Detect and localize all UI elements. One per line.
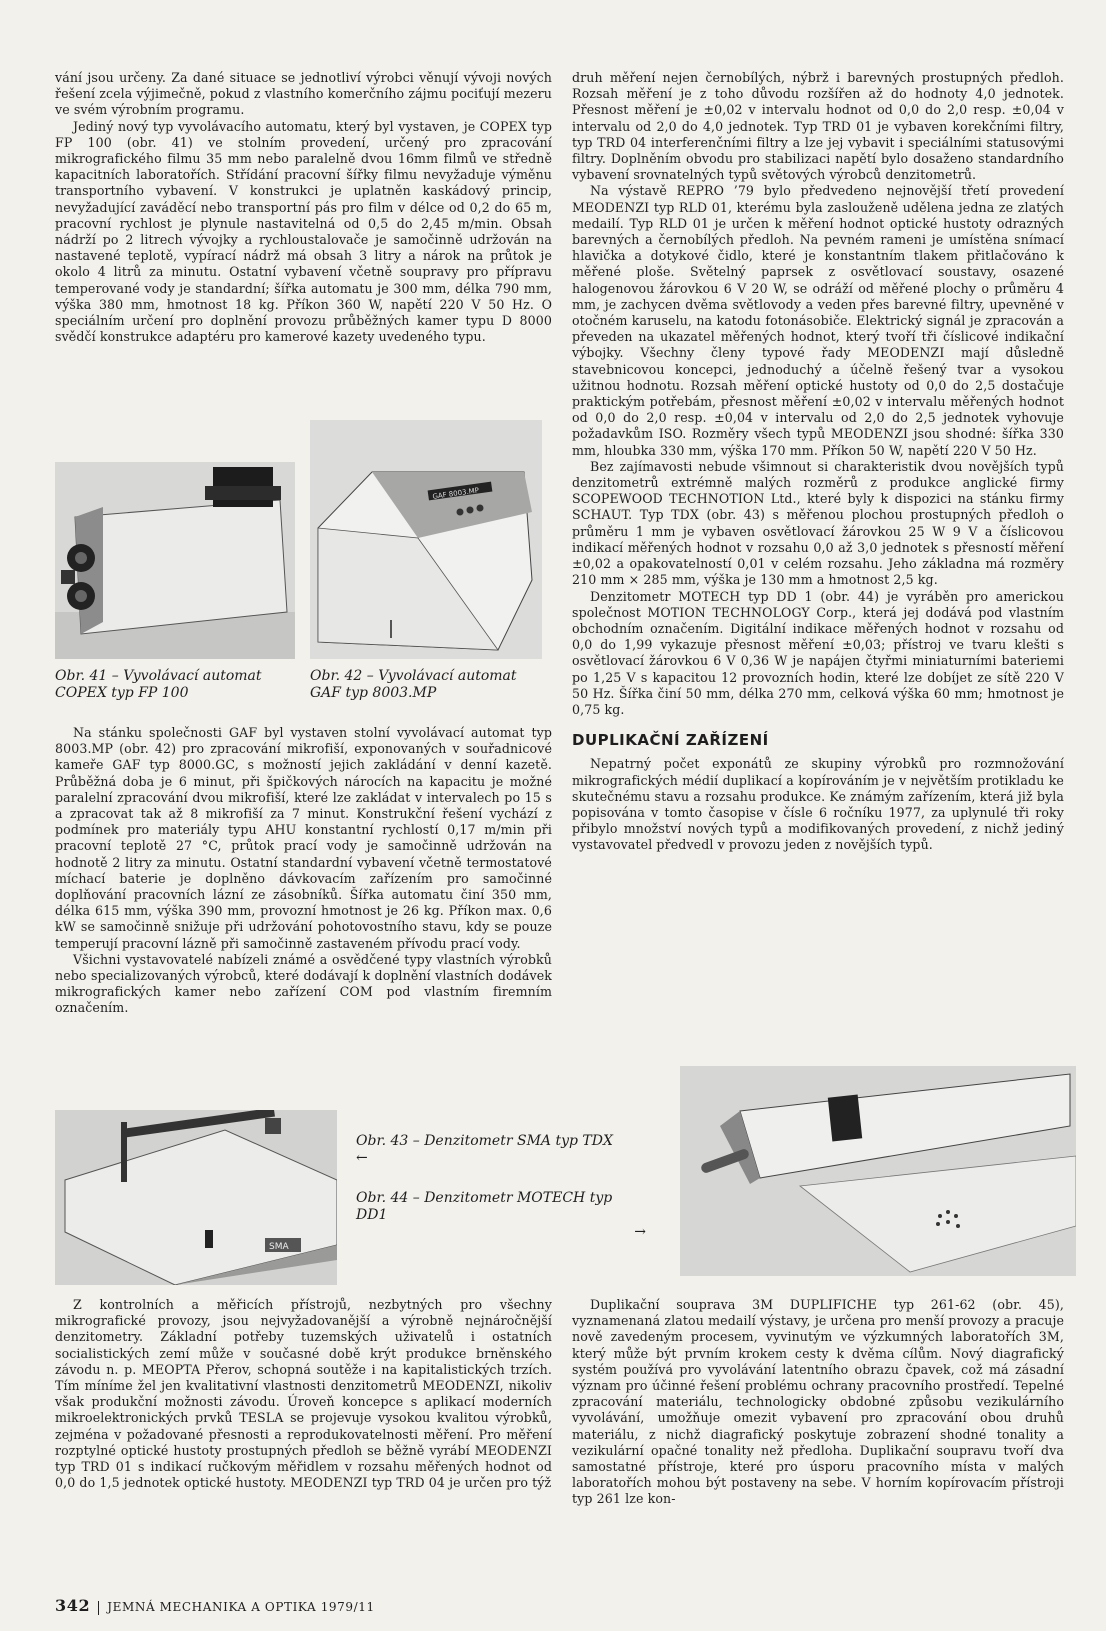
section-heading: DUPLIKAČNÍ ZAŘÍZENÍ	[572, 731, 769, 750]
caption-line: Obr. 44 – Denzitometr MOTECH typ	[356, 1190, 613, 1206]
bottom-left-column	[55, 1297, 552, 1491]
copex-illustration	[55, 462, 295, 659]
left-column-mid	[55, 725, 552, 1017]
paragraph: Bez zajímavosti nebude všimnout si charakteristik dvou novějších typů denzitometrů extrémně malých rozměrů z produkce anglické firmy SCOPEWOOD TECHNOTION Ltd., které byly k dispozici na stánku firmy SCHAUT. Typ TDX (obr. 43) s měřenou plochou prostupných předloh o průměru 1 mm je vybaven osvětlovací žárovkou 25 W 9 V a číslicovou indikací měřených hodnot v rozsahu 0,0 až 3,0 jednotek s přesností měření ±0,02 a opakovatelností 0,01 v celém rozsahu. Jeho základna má rozměry 210 mm × 285 mm, výška je 130 mm a hmotnost 2,5 kg.	[572, 458, 1064, 588]
paragraph: Z kontrolních a měřicích přístrojů, nezbytných pro všechny mikrografické provozy, jsou nejvyžadovanější a výrobně nejnáročnější denzitometry. Základní potřeby tuzemských uživatelů i ostatních socialistických zemí může v současné době krýt produkce brněnského závodu n. p. MEOPTA Přerov, schopná soutěže i na kapitalistických trzích. Tím míníme žel jen kvalitativní vlastnosti denzitometrů MEODENZI, nikoliv však produkční možnosti závodu. Úroveň koncepce s aplikací moderních mikroelektronických prvků TESLA se projevuje vysokou kvalitou výrobků, zejména v požadované přesnosti a reprodukovatelnosti měření. Pro měření rozptylné optické hustoty prostupných předloh se běžně vyrábí MEODENZI typ TRD 01 s indikací ručkovým měřidlem v rozsahu měřených hodnot od 0,0 do 1,5 jednotek optické hustoty. MEODENZI typ TRD 04 je určen pro týž	[55, 1297, 552, 1491]
paragraph: Jediný nový typ vyvolávacího automatu, který byl vystaven, je COPEX typ FP 100 (obr. 41) ve stolním provedení, určený pro zpracování mikrografického filmu 35 mm nebo paralelně dvou 16mm filmů ve středně kapacitních laboratořích. Střídání pracovní šířky filmu nevyžaduje výměnu transportního vybavení. V konstrukci je uplatněn kaskádový princip, nevyžadující zaváděcí nebo transportní pás pro film v délce od 0,2 do 65 m, pracovní rychlost je plynule nastavitelná od 0,5 do 2,45 m/min. Obsah nádrží po 2 litrech vývojky a rychloustalovače je samočinně udržován na nastavené teplotě, vypírací nádrž má obsah 3 litry a nárok na průtok je okolo 4 litrů za minutu. Ostatní vybavení včetně soupravy pro přípravu temperované vody je standardní; šířka automatu je 300 mm, délka 790 mm, výška 380 mm, hmotnost 18 kg. Příkon 360 W, napětí 220 V 50 Hz. O speciálním určení pro doplnění provozu průběžných kamer typu D 8000 svědčí konstrukce adaptéru pro kamerové kazety uvedeného typu.	[55, 118, 552, 345]
right-column	[572, 70, 1064, 854]
photo-gaf-8003mp	[310, 420, 542, 659]
paragraph: Denzitometr MOTECH typ DD 1 (obr. 44) je vyráběn pro americkou společnost MOTION TECHNOLOGY Corp., která jej dodává pod vlastním obchodním označením. Digitální indikace měřených hodnot v rozsahu od 0,0 do 1,99 vykazuje přesnost měření ±0,03; přístroj ve tvaru klešti s osvětlovací žárovkou 6 V 0,36 W je napájen čtyřmi miniaturními bateriemi po 1,25 V s kapacitou 12 provozních hodin, které lze dobíjet ze sítě 220 V 50 Hz. Šířka činí 50 mm, délka 270 mm, celková výška 60 mm; hmotnost je 0,75 kg.	[572, 588, 1064, 717]
motech-illustration	[680, 1066, 1076, 1276]
caption-obr-41	[55, 668, 305, 702]
right-arrow-icon: →	[634, 1224, 646, 1240]
caption-line: Obr. 42 – Vyvolávací automat	[310, 668, 517, 684]
gaf-label-plate: GAF 8003.MP	[431, 486, 480, 501]
paragraph: Nepatrný počet exponátů ze skupiny výrobků pro rozmnožování mikrografických médií duplikací a kopírováním je v největším protikladu ke skutečnému stavu a rozsahu produkce. Ke známým zařízením, která již byla popisována v tomto časopise v čísle 6 ročníku 1977, za uplynulé tři roky přibylo množství nových typů a modifikovaných provedení, z nichž jediný vystavovatel předvedl v provozu jeden z novějších typů.	[572, 756, 1064, 853]
gaf-illustration	[310, 420, 542, 659]
page-number: 342	[55, 1596, 91, 1615]
paragraph: Všichni vystavovatelé nabízeli známé a osvědčené typy vlastních výrobků nebo specializovaných výrobců, které dodávají k doplnění vlastních dodávek mikrografických kamer nebo zařízení COM pod vlastním firemním označením.	[55, 951, 552, 1016]
sma-illustration	[55, 1110, 337, 1285]
caption-line: DD1	[356, 1207, 388, 1223]
page-footer	[55, 1596, 375, 1615]
photo-motech-dd1	[680, 1066, 1076, 1276]
caption-line: GAF typ 8003.MP	[310, 685, 437, 701]
bottom-right-column	[572, 1297, 1064, 1508]
caption-obr-44	[356, 1190, 656, 1241]
caption-line: Obr. 41 – Vyvolávací automat	[55, 668, 262, 684]
journal-title: JEMNÁ MECHANIKA A OPTIKA 1979/11	[107, 1600, 375, 1614]
sma-label: SMA	[269, 1242, 289, 1252]
caption-obr-43	[356, 1133, 656, 1167]
left-column-top	[55, 70, 552, 345]
paragraph: Duplikační souprava 3M DUPLIFICHE typ 261-62 (obr. 45), vyznamenaná zlatou medailí výstavy, je určena pro menší provozy a pracuje nově zavedeným procesem, vyvinutým ve výzkumných laboratořích 3M, který může být prvním krokem cesty k dvěma cílům. Nový diagrafický systém používá pro vyvolávání latentního obrazu čpavek, což má zásadní význam pro účinné řešení problému ochrany pracovního prostředí. Tepelné zpracování materiálu, technologicky obdobné způsobu vezikulárního vyvolávání, umožňuje omezit vybavení pro zpracování obou druhů materiálu, z nichž diagrafický poskytuje zobrazení shodné tonality a vezikulární opačné tonality než předloha. Duplikační soupravu tvoří dva samostatné přístroje, které pro úsporu pracovního místa v malých laboratořích mohou být postaveny na sebe. V horním kopírovacím přístroji typ 261 lze kon-	[572, 1297, 1064, 1507]
caption-line: Obr. 43 – Denzitometr SMA typ TDX	[356, 1133, 613, 1149]
paragraph: Na stánku společnosti GAF byl vystaven stolní vyvolávací automat typ 8003.MP (obr. 42) pro zpracování mikrofiší, exponovaných v souřadnicové kameře GAF typ 8000.GC, s možností jejich zakládání v denní kazetě. Průběžná doba je 6 minut, při špičkových nárocích na kapacitu je možné paralelní zpracování dvou mikrofiší, které lze zakládat v intervalech po 15 s a zpracovat tak až 8 mikrofiší za 7 minut. Konstrukční řešení vychází z podmínek pro materiály typu AHU konstantní rychlostí 0,17 m/min při pracovní teplotě 27 °C, průtok prací vody je samočinně udržován na hodnotě 2 litry za minutu. Ostatní standardní vybavení včetně termostatové míchací baterie je doplněno dávkovacím zařízením pro samočinné doplňování pracovních lázní ze zásobníků. Šířka automatu činí 350 mm, délka 615 mm, výška 390 mm, provozní hmotnost je 26 kg. Příkon max. 0,6 kW se samočinně snižuje při udržování pohotovostního stavu, kdy se pouze temperují pracovní lázně při samočinně zastaveném přívodu prací vody.	[55, 725, 552, 951]
caption-obr-42	[310, 668, 555, 702]
photo-sma-tdx	[55, 1110, 337, 1285]
paragraph: druh měření nejen černobílých, nýbrž i barevných prostupných předloh. Rozsah měření je z toho důvodu rozšířen až do hodnoty 4,0 jednotek. Přesnost měření je ±0,02 v intervalu hodnot od 0,0 do 2,0 resp. ±0,04 v intervalu od 2,0 do 4,0 jednotek. Typ TRD 01 je vybaven korekčními filtry, typ TRD 04 interferenčními filtry a lze jej vybavit i speciálními statusovými filtry. Doplněním obvodu pro stabilizaci napětí bylo dosaženo standardního vybavení srovnatelných typů světových výrobců denzitometrů.	[572, 70, 1064, 183]
left-arrow-icon: ←	[356, 1150, 368, 1166]
footer-divider	[98, 1601, 99, 1615]
photo-copex-fp100	[55, 462, 295, 659]
paragraph: Na výstavě REPRO ’79 bylo předvedeno nejnovější třetí provedení MEODENZI typ RLD 01, kterému byla zaslouženě udělena jedna ze zlatých medailí. Typ RLD 01 je určen k měření hodnot optické hustoty odrazných barevných a černobílých předloh. Na pevném rameni je umístěna snímací hlavička a dotykové čidlo, které je konstantním tlakem přitlačováno k měřené ploše. Světelný paprsek z osvětlovací soustavy, osazené halogenovou žárovkou 6 V 20 W, se odráží od měřené plochy o průměru 4 mm, je zachycen dvěma světlovody a veden přes barevné filtry, upevněné v otočném karuselu, na katodu fotonásobiče. Elektrický signál je zpracován a převeden na ukazatel měřených hodnot, který tvoří tři číslicové indikační výbojky. Všechny členy typové řady MEODENZI mají důsledně stavebnicovou koncepci, jednoduchý a účelně řešený tvar a vysokou užitnou hodnotu. Rozsah měření optické hustoty od 0,0 do 2,5 dostačuje praktickým potřebám, přesnost měření ±0,02 v intervalu měřených hodnot od 0,0 do 2,0 resp. ±0,04 v intervalu od 2,0 do 2,5 jednotek vyhovuje požadavkům ISO. Rozměry všech typů MEODENZI jsou shodné: šířka 330 mm, hloubka 330 mm, výška 170 mm. Příkon 50 W, napětí 220 V 50 Hz.	[572, 183, 1064, 458]
caption-line: COPEX typ FP 100	[55, 685, 189, 701]
paragraph: vání jsou určeny. Za dané situace se jednotliví výrobci věnují vývoji nových řešení zcela výjimečně, pokud z vlastního komerčního zájmu pociťují mezeru ve svém výrobním programu.	[55, 70, 552, 118]
